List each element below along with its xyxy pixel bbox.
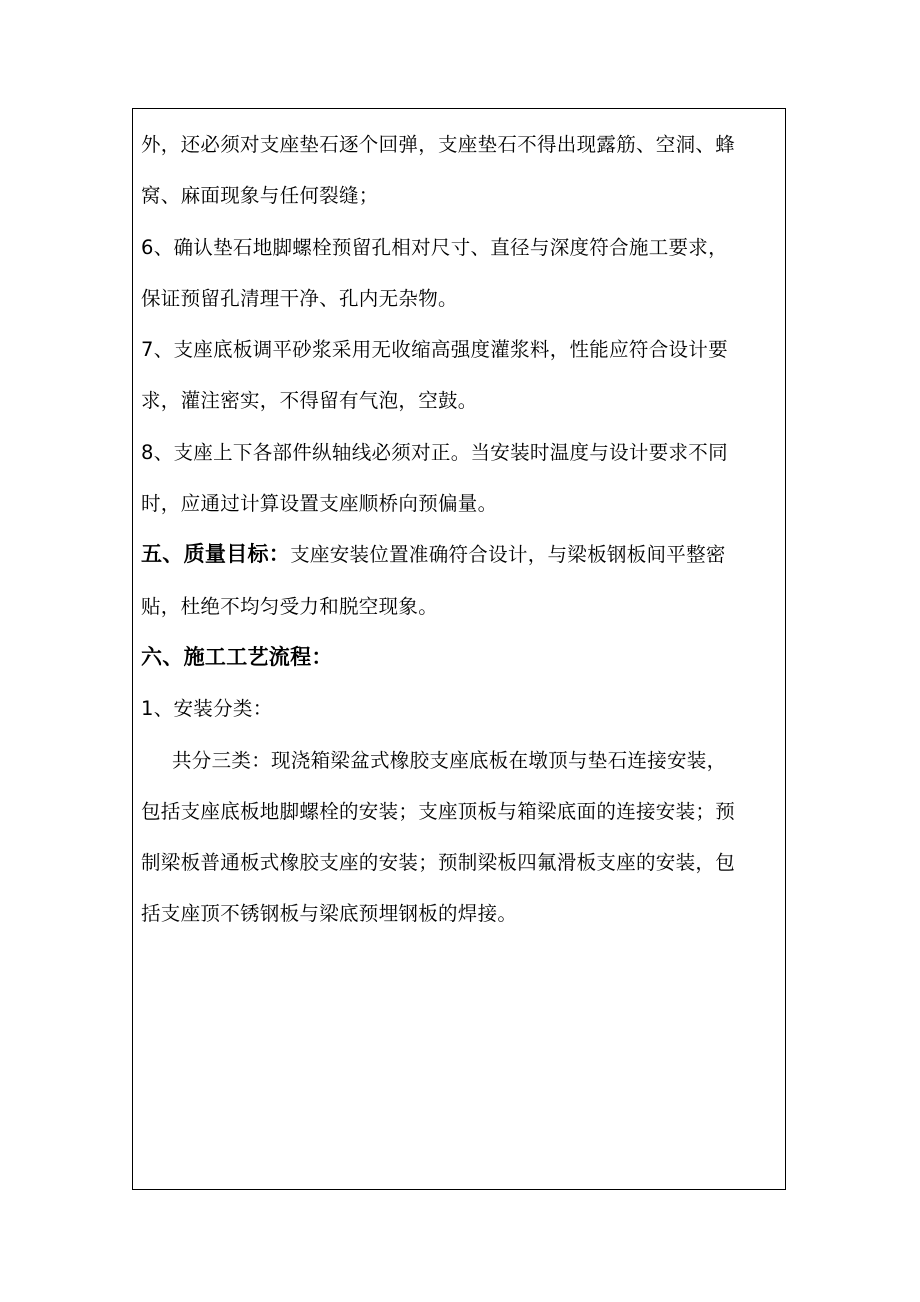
quality-goal-text: 支座安装位置准确符合设计，与梁板钢板间平整密 bbox=[290, 543, 726, 567]
text-line: 6、确认垫石地脚螺栓预留孔相对尺寸、直径与深度符合施工要求， bbox=[141, 235, 728, 259]
text-line: 时，应通过计算设置支座顺桥向预偏量。 bbox=[141, 492, 498, 516]
text-line: 保证预留孔清理干净、孔内无杂物。 bbox=[141, 286, 458, 310]
paragraph-line: 共分三类：现浇箱梁盆式橡胶支座底板在墩顶与垫石连接安装， bbox=[172, 748, 727, 772]
quality-goal-line bbox=[141, 529, 779, 580]
document-frame bbox=[132, 108, 786, 1190]
text-line: 7、支座底板调平砂浆采用无收缩高强度灌浆料，性能应符合设计要 bbox=[141, 338, 728, 362]
paragraph-line: 制梁板普通板式橡胶支座的安装；预制梁板四氟滑板支座的安装，包 bbox=[141, 851, 736, 875]
text-line: 8、支座上下各部件纵轴线必须对正。当安装时温度与设计要求不同 bbox=[141, 440, 728, 464]
paragraph-line: 包括支座底板地脚螺栓的安装；支座顶板与箱梁底面的连接安装；预 bbox=[141, 799, 736, 823]
paragraph-line: 括支座顶不锈钢板与梁底预埋钢板的焊接。 bbox=[141, 902, 518, 926]
section-heading: 六、施工工艺流程： bbox=[141, 644, 333, 669]
quality-goal-label: 五、质量目标： bbox=[141, 542, 291, 567]
document-content bbox=[141, 119, 779, 940]
text-line: 窝、麻面现象与任何裂缝； bbox=[141, 184, 379, 208]
text-line: 贴，杜绝不均匀受力和脱空现象。 bbox=[141, 594, 439, 618]
text-line: 求，灌注密实，不得留有气泡，空鼓。 bbox=[141, 389, 478, 413]
subsection-heading: 1、安装分类： bbox=[141, 697, 273, 721]
text-line: 外，还必须对支座垫石逐个回弹，支座垫石不得出现露筋、空洞、蜂 bbox=[141, 133, 736, 156]
